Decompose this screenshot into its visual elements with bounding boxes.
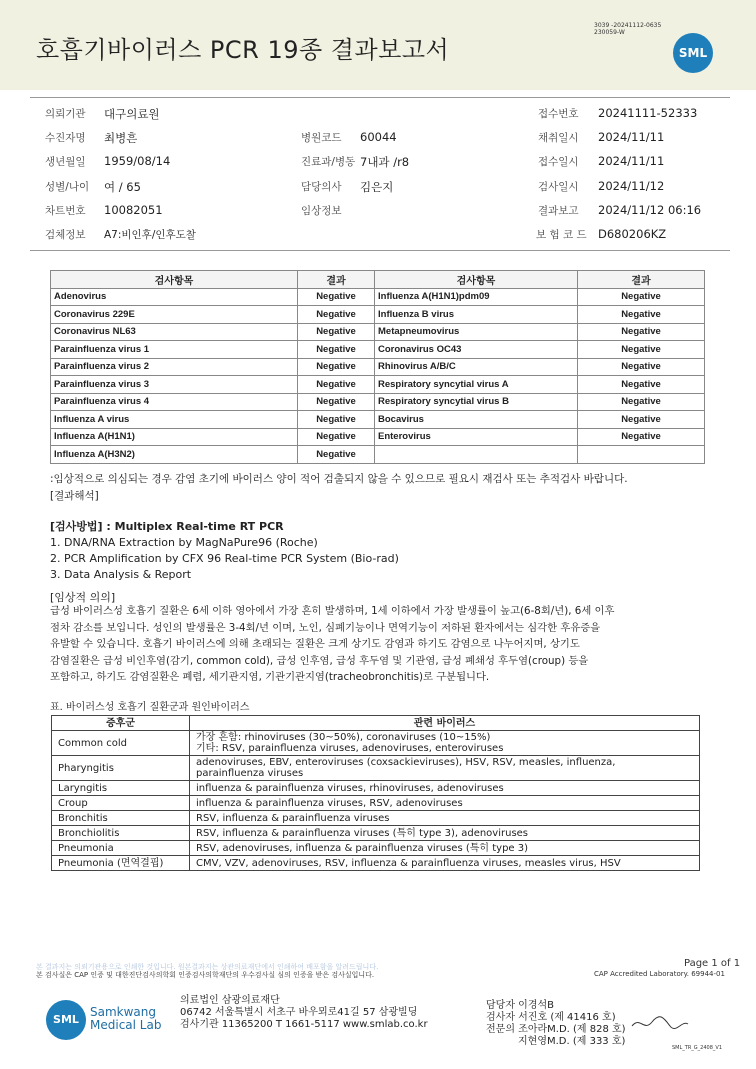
dept-label: 진료과/병동: [301, 156, 356, 168]
virus-line: RSV, influenza & parainfluenza viruses (특히 type 3), adenoviruses: [196, 827, 529, 839]
collect-date-label: 채취일시: [538, 132, 579, 144]
result-value: Negative: [298, 288, 375, 306]
result-item-name: Coronavirus NL63: [51, 323, 298, 341]
result-value: Negative: [578, 306, 705, 324]
birth-value: 1959/08/14: [104, 154, 171, 168]
method-title: [검사방법] : Multiplex Real-time RT PCR: [50, 520, 284, 533]
result-value: Negative: [578, 411, 705, 429]
table-row: [52, 756, 700, 781]
sml-logo-icon: SML: [46, 1000, 86, 1040]
table-row: [52, 731, 700, 756]
table-row: [52, 856, 700, 871]
header-band: [0, 0, 756, 90]
virus-cell: [190, 856, 700, 871]
result-item-name: Rhinovirus A/B/C: [375, 358, 578, 376]
clinical-line: 유발할 수 있습니다. 호흡기 바이러스에 의해 초래되는 질환은 크게 상기도 감염과 하기도 감염으로 나누어지며, 상기도: [50, 638, 580, 650]
table-row: [51, 306, 705, 324]
result-value: [578, 446, 705, 464]
syndrome-cell: Pharyngitis: [52, 756, 190, 781]
insurance-value: D680206KZ: [598, 227, 667, 241]
result-value: Negative: [578, 393, 705, 411]
handwritten-signature-icon: [630, 1012, 690, 1034]
result-value: Negative: [578, 288, 705, 306]
signatory-line: 지현영M.D. (제 333 호): [518, 1036, 626, 1047]
table-row: [52, 841, 700, 856]
clinical-line: 급성 바이러스성 호흡기 질환은 6세 이하 영아에서 가장 흔히 발생하며, 1세 이하에서 가장 발생률이 높고(6-8회/년), 6세 이후: [50, 605, 615, 617]
table-row: [51, 411, 705, 429]
syndrome-cell: Croup: [52, 796, 190, 811]
result-item-name: Metapneumovirus: [375, 323, 578, 341]
col-header-item: 검사항목: [51, 271, 298, 289]
results-header-row: [51, 271, 705, 289]
signatory-line: 담당자 이경석B: [486, 1000, 554, 1011]
result-item-name: Parainfluenza virus 3: [51, 376, 298, 394]
result-value: Negative: [578, 376, 705, 394]
signatories: [486, 1000, 626, 1048]
virus-line: RSV, adenoviruses, influenza & parainfluenza viruses (특히 type 3): [196, 842, 529, 854]
syndrome-cell: Pneumonia: [52, 841, 190, 856]
clinical-title: [임상적 의의]: [50, 591, 116, 604]
result-item-name: Influenza A(H3N2): [51, 446, 298, 464]
virus-cell: [190, 826, 700, 841]
sex-age-value: 여 / 65: [104, 180, 141, 194]
doc-code-line: 230059-W: [594, 29, 625, 36]
interp-title: [결과해석]: [50, 490, 99, 502]
table-caption: 표. 바이러스성 호흡기 질환군과 원인바이러스: [50, 702, 250, 713]
lab-name-line: Samkwang: [90, 1005, 156, 1019]
result-item-name: Coronavirus OC43: [375, 341, 578, 359]
disease-table: [51, 715, 700, 871]
clinical-paragraph: [50, 603, 710, 686]
result-value: Negative: [578, 341, 705, 359]
syndrome-cell: Pneumonia (면역결핍): [52, 856, 190, 871]
virus-line: influenza & parainfluenza viruses, RSV, adenoviruses: [196, 797, 463, 809]
virus-cell: [190, 841, 700, 856]
result-value: Negative: [298, 411, 375, 429]
virus-cell: [190, 731, 700, 756]
virus-line: 기타: RSV, parainfluenza viruses, adenoviruses, enteroviruses: [196, 743, 504, 754]
method-line-3: 3. Data Analysis & Report: [50, 568, 192, 581]
address-line: 06742 서울특별시 서초구 바우뫼로41길 57 삼광빌딩: [180, 1007, 418, 1018]
divider: [30, 250, 730, 251]
result-value: Negative: [298, 358, 375, 376]
table-row: [51, 376, 705, 394]
signatory-line: 검사자 서진호 (제 41416 호): [486, 1012, 616, 1023]
birth-label: 생년월일: [45, 156, 86, 168]
doc-code-line: 3039 -20241112-0635: [594, 22, 662, 29]
chart-label: 차트번호: [45, 205, 86, 217]
result-item-name: Bocavirus: [375, 411, 578, 429]
signatory-line: 전문의 조아라M.D. (제 828 호): [486, 1024, 626, 1035]
sml-logo-icon: SML: [673, 33, 713, 73]
faint-notice: 본 결과지는 의뢰기관용으로 인쇄한 것입니다. 원본결과지는 상관의료재단에서 인쇄하여 배포함을 알려드립니다.: [36, 963, 379, 971]
sex-age-label: 성별/나이: [45, 181, 90, 193]
syndrome-cell: Laryngitis: [52, 781, 190, 796]
result-item-name: Influenza A(H1N1)pdm09: [375, 288, 578, 306]
hospital-code-value: 60044: [360, 130, 397, 144]
result-value: Negative: [578, 428, 705, 446]
specimen-label: 검체정보: [45, 229, 86, 241]
result-item-name: Adenovirus: [51, 288, 298, 306]
virus-cell: [190, 756, 700, 781]
col-header-result: 결과: [578, 271, 705, 289]
lab-address: [180, 995, 428, 1031]
table-row: [52, 826, 700, 841]
specimen-value: A7:비인후/인후도찰: [104, 229, 196, 241]
result-item-name: Enterovirus: [375, 428, 578, 446]
cap-notice: 본 검사실은 CAP 인증 및 대한진단검사의학회 인증검사의학재단의 우수검사실 심의 인증을 받은 검사실입니다.: [36, 971, 375, 979]
syndrome-cell: Bronchitis: [52, 811, 190, 826]
virus-line: parainfluenza viruses: [196, 768, 304, 779]
virus-line: CMV, VZV, adenoviruses, RSV, influenza & parainfluenza viruses, measles virus, HSV: [196, 857, 621, 869]
page-title: 호흡기바이러스 PCR 19종 결과보고서: [36, 36, 450, 64]
receipt-no-value: 20241111-52333: [598, 106, 698, 120]
dept-value: 7내과 /r8: [360, 155, 410, 169]
receipt-no-label: 접수번호: [538, 108, 579, 120]
results-table: [50, 270, 705, 464]
result-item-name: [375, 446, 578, 464]
table-row: [51, 446, 705, 464]
virus-cell: [190, 796, 700, 811]
result-item-name: Parainfluenza virus 2: [51, 358, 298, 376]
receipt-date-label: 접수일시: [538, 156, 579, 168]
method-line-1: 1. DNA/RNA Extraction by MagNaPure96 (Roche): [50, 536, 318, 549]
clinical-line: 점차 감소를 보입니다. 성인의 발생률은 3-4회/년 이며, 노인, 심폐기능이나 면역기능이 저하된 환자에서는 심각한 후유증을: [50, 621, 601, 634]
info-institution: 의뢰기관: [45, 108, 86, 120]
table-row: [51, 341, 705, 359]
result-item-name: Influenza A virus: [51, 411, 298, 429]
result-value: Negative: [298, 393, 375, 411]
table-row: [51, 323, 705, 341]
result-item-name: Influenza B virus: [375, 306, 578, 324]
col-header-syndrome: 증후군: [52, 716, 190, 731]
hospital-code-label: 병원코드: [301, 132, 342, 144]
table-row: [52, 811, 700, 826]
document-code: [594, 22, 661, 36]
page-number: Page 1 of 1: [684, 958, 741, 969]
doctor-label: 담당의사: [301, 181, 342, 193]
collect-date-value: 2024/11/11: [598, 130, 665, 144]
cap-accredited: CAP Accredited Laboratory. 69944-01: [594, 970, 725, 978]
result-item-name: Parainfluenza virus 1: [51, 341, 298, 359]
table-row: [52, 796, 700, 811]
table-row: [51, 428, 705, 446]
result-value: Negative: [298, 341, 375, 359]
institution-value: 대구의료원: [104, 107, 160, 121]
result-value: Negative: [578, 323, 705, 341]
test-date-value: 2024/11/12: [598, 179, 665, 193]
doctor-value: 김은지: [360, 180, 394, 194]
name-label: 수진자명: [45, 132, 86, 144]
insurance-label: 보 험 코 드: [536, 229, 587, 241]
result-item-name: Coronavirus 229E: [51, 306, 298, 324]
virus-line: influenza & parainfluenza viruses, rhinoviruses, adenoviruses: [196, 782, 504, 794]
col-header-item: 검사항목: [375, 271, 578, 289]
table-row: [52, 781, 700, 796]
result-value: Negative: [298, 428, 375, 446]
result-value: Negative: [298, 376, 375, 394]
virus-line: adenoviruses, EBV, enteroviruses (coxsackieviruses), HSV, RSV, measles, influenza,: [196, 757, 616, 768]
clinical-line: 감염질환은 급성 비인후염(감기, common cold), 급성 인후염, 급성 후두염 및 기관염, 급성 폐쇄성 후두염(croup) 등을: [50, 654, 589, 667]
result-value: Negative: [298, 323, 375, 341]
syndrome-cell: Common cold: [52, 731, 190, 756]
address-line: 의료법인 삼광의료재단: [180, 995, 280, 1006]
form-code: SML_TR_G_2408_V1: [672, 1045, 723, 1051]
virus-cell: [190, 781, 700, 796]
result-item-name: Respiratory syncytial virus B: [375, 393, 578, 411]
col-header-virus: 관련 바이러스: [190, 716, 700, 731]
test-date-label: 검사일시: [538, 181, 579, 193]
chart-value: 10082051: [104, 203, 163, 217]
divider: [30, 97, 730, 98]
report-label: 결과보고: [538, 205, 579, 217]
report-value: 2024/11/12 06:16: [598, 203, 702, 217]
virus-line: RSV, influenza & parainfluenza viruses: [196, 812, 390, 824]
col-header-result: 결과: [298, 271, 375, 289]
result-value: Negative: [578, 358, 705, 376]
clinical-line: 포함하고, 하기도 감염질환은 폐렴, 세기관지염, 기관기관지염(tracheobronchitis)로 구분됩니다.: [50, 671, 490, 683]
result-item-name: Respiratory syncytial virus A: [375, 376, 578, 394]
note-overlap: :임상적으로 의심되는 경우 감염 초기에 바이러스 양이 적어 검출되지 않을 수 있으므로 필요시 재검사 또는 추적검사 바랍니다.: [50, 473, 628, 485]
table-row: [51, 393, 705, 411]
clinical-info-label: 임상정보: [301, 205, 342, 217]
table-row: [51, 358, 705, 376]
result-value: Negative: [298, 306, 375, 324]
table-row: [51, 288, 705, 306]
address-line: 검사기관 11365200 T 1661-5117 www.smlab.co.kr: [180, 1019, 428, 1030]
method-line-2: 2. PCR Amplification by CFX 96 Real-time PCR System (Bio-rad): [50, 552, 399, 565]
result-item-name: Influenza A(H1N1): [51, 428, 298, 446]
syndrome-cell: Bronchiolitis: [52, 826, 190, 841]
virus-cell: [190, 811, 700, 826]
receipt-date-value: 2024/11/11: [598, 154, 665, 168]
lab-name-line: Medical Lab: [90, 1018, 162, 1032]
result-value: Negative: [298, 446, 375, 464]
virus-line: 가장 흔함: rhinoviruses (30~50%), coronaviruses (10~15%): [196, 732, 491, 743]
result-item-name: Parainfluenza virus 4: [51, 393, 298, 411]
disease-header-row: [52, 716, 700, 731]
name-value: 최병흔: [104, 131, 138, 145]
lab-name: [90, 1006, 170, 1032]
